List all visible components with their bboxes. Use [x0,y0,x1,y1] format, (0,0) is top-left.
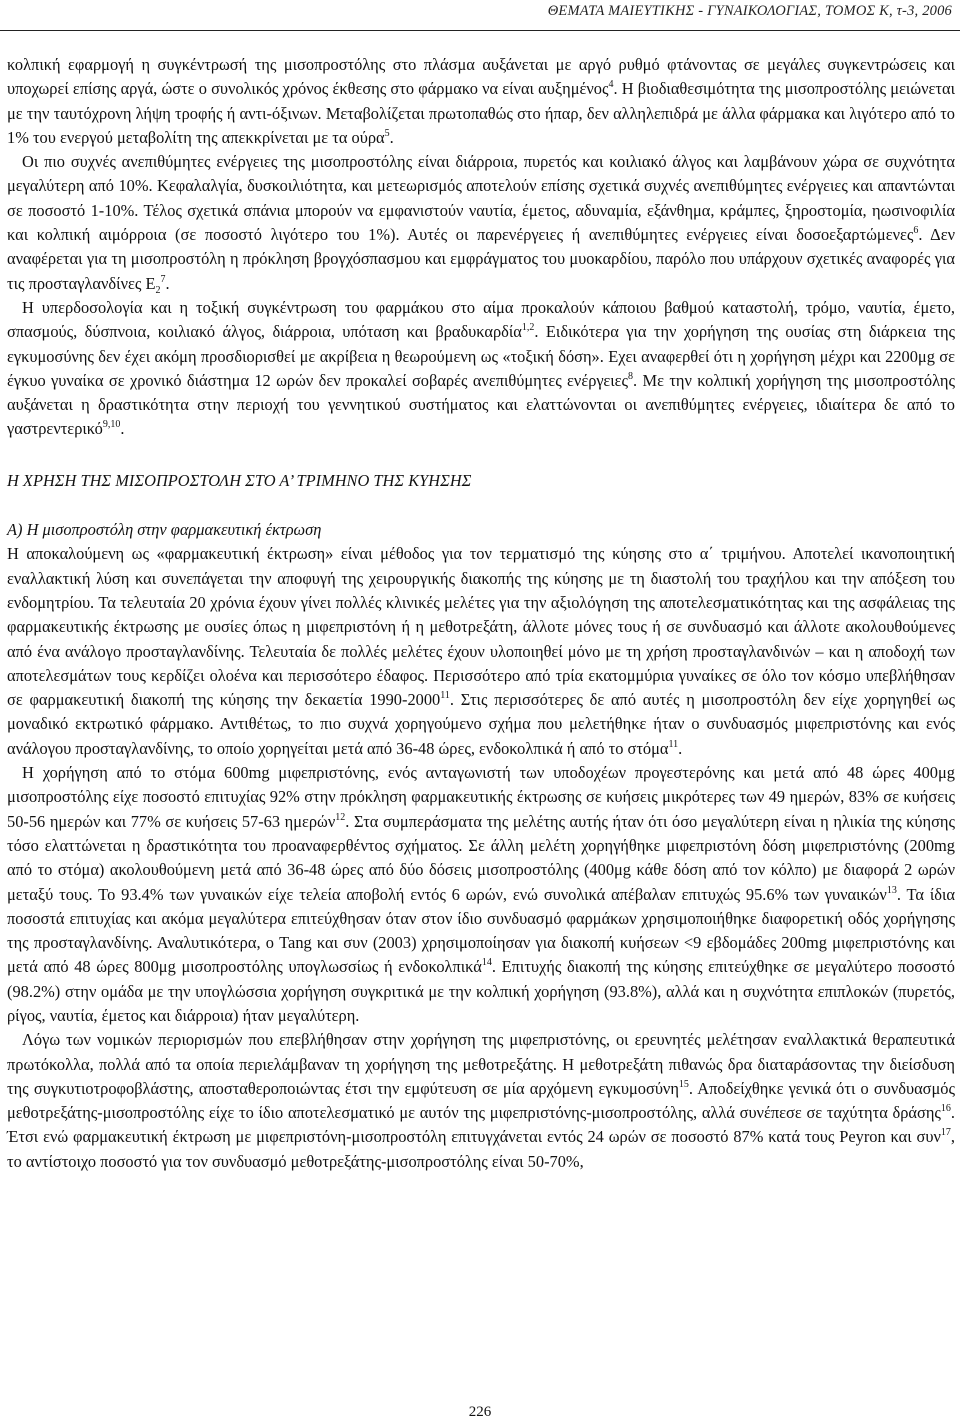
paragraph-methotrexate: Λόγω των νομικών περιορισμών που επεβλήθησαν στην χορήγηση της μιφεπριστόνης, οι ερευνητές μελέτησαν εναλλακτικά θεραπευτικά πρωτόκολλα, πολλά από τα οποία περιελάμβαναν τη χορήγηση της μεθοτρεξάτης. Η μεθοτρεξάτη πιθανώς δρα διαταράσοντας την διείσδυση της συγκυτιοτροφοβλάστης, αποσταθεροποιώντας έτσι την εμφύτευση σε μία αρχόμενη εγκυμοσύνη$^{15}$. Αποδείχθηκε γενικά ότι ο συνδυασμός μεθοτρεξάτης-μισοπροστόλης είχε το ίδιο αποτελεσματικό με αυτόν της μιφεπριστόνης-μισοπροστόλης, αλλά συνέπεσε σε ταχύτητα δράσης$^{16}$. Έτσι ενώ φαρμακευτική έκτρωση με μιφεπριστόνη-μισοπροστόλη επιτυγχάνεται εντός 24 ωρών σε ποσοστό 87% κατά τους Peyron και συν$^{17}$, το αντίστοιχο ποσοστό για τον συνδυασμό μεθοτρεξάτης-μισοπροστόλης είναι 50-70%, [7,1030,955,1171]
running-header-title: ΘΕΜΑΤΑ ΜΑΙΕΥΤΙΚΗΣ - ΓΥΝΑΙΚΟΛΟΓΙΑΣ, ΤΟΜΟΣ Κ, τ-3, 2006 [547,3,952,19]
header-rule [0,30,960,31]
subsection-title: Α) Η μισοπροστόλη στην φαρμακευτική έκτρωση [7,520,322,540]
reference-superscript: 1,2 [521,322,535,334]
reference-superscript: 8 [628,370,634,382]
paragraph-side-effects: Οι πιο συχνές ανεπιθύμητες ενέργειες της μισοπροστόλης είναι διάρροια, πυρετός και κοιλιακό άλγος και λαμβάνουν χώρα σε συχνότητα μεγαλύτερη από 10%. Κεφαλαλγία, δυσκοιλιότητα, και μετεωρισμός αποτελούν επίσης σχετικά συχνές ανεπιθύμητες ενέργειες και απαντώνται σε ποσοστό 1-10%. Τέλος σχετικά σπάνια μπορούν να εμφανιστούν ναυτία, έμετος, αδυναμία, εξάνθημα, κράμπες, ξηροστομία, ηωσινοφιλία και κολπική αιμόρροια (σε ποσοστό λιγότερο του 1%). Αυτές οι παρενέργειες ή ανεπιθύμητες ενέργειες είναι δοσοεξαρτώμενες$^6$. Δεν αναφέρεται για τη μισοπροστόλη η πρόκληση βρογχόσπασμου και εμφράγματος του μυοκαρδίου, παρόλο που υπάρχουν σχετικές αναφορές για τις προσταγλανδίνες $E_2^7$. [7,152,956,296]
paragraph-medical-abortion: Η αποκαλούμενη ως «φαρμακευτική έκτρωση» είναι μέθοδος για τον τερματισμό της κύησης στο α΄ τριμήνου. Αποτελεί ικανοποιητική εναλλακτική λύση και συνεπάγεται την αποφυγή της χειρουργικής διακοπής της κύησης με τη διαστολή του τραχήλου και την απόξεση του ενδομητρίου. Τα τελευταία 20 χρόνια έχουν γίνει πολλές κλινικές μελέτες για την αξιολόγηση της αποτελεσματικότητας και της ασφάλειας της φαρμακευτικής έκτρωσης με ουσίες όπως η μιφεπριστόνη ή η μεθοτρεξάτη, άλλοτε μόνες τους ή σε συνδυασμό και άλλοτε ακολουθούμενες από ένα ανάλογο προσταγλανδίνης. Τελευταία δε πολλές μελέτες έχουν υλοποιηθεί μόνο με τη χρήση προσταγλανδινών – και η αποδοχή των αποτελεσμάτων τους κερδίζει ολοένα και περισσότερο έδαφος. Περισσότερο από τρία εκατομμύρια γυναίκες σε όλο τον κόσμο υπεβλήθησαν σε φαρμακευτική διακοπή της κύησης την δεκαετία 1990-2000$^{11}$. Στις περισσότερες δε από αυτές η μισοπροστόλη δεν είχε χορηγηθεί ως μοναδικό εκτρωτικό φάρμακο. Αντιθέτως, το πιο συχνά χορηγούμενο σχήμα που μελετήθηκε ήταν ο συνδυασμός μιφεπριστόνης και ενός ανάλογου προσταγλανδίνης, το οποίο χορηγείται μετά από 36-48 ώρες, ενδοκολπικά ή από το στόμα$^{11}$. [7,544,956,758]
reference-superscript: 14 [481,957,492,969]
paragraph-pharmacokinetics: κολπική εφαρμογή η συγκέντρωσή της μισοπροστόλης στο πλάσμα αυξάνεται με αργό ρυθμό φτάνοντας σε μεγάλες συγκεντρώσεις και υποχωρεί επίσης αργά, ώστε ο συνολικός χρόνος έκθεσης στο φάρμακο να είναι αυξημένος$^4$. Η βιοδιαθεσιμότητα της μισοπροστόλης μειώνεται με την ταυτόχρονη λήψη τροφής ή αντι-όξινων. Μεταβολίζεται πρωτοπαθώς στο ήπαρ, δεν αλληλεπιδρά με άλλα φάρμακα και λιγότερο από το 1% του ενεργού μεταβολίτη της απεκκρίνεται με τα ούρα$^5$. [7,55,956,147]
reference-superscript: 5 [384,127,390,139]
section-title: Η ΧΡΗΣΗ ΤΗΣ ΜΙΣΟΠΡΟΣΤΟΛΗ ΣΤΟ Α’ ΤΡΙΜΗΝΟ ΤΗΣ ΚΥΗΣΗΣ [7,470,472,490]
body-text [7,53,955,1174]
reference-superscript: 12 [335,811,346,823]
reference-superscript: 15 [678,1078,689,1090]
reference-superscript: 13 [886,884,897,896]
reference-superscript: 11 [440,690,450,702]
reference-superscript: 17 [940,1127,951,1139]
paragraph-overdose: Η υπερδοσολογία και η τοξική συγκέντρωση του φαρμάκου στο αίμα προκαλούν κάποιου βαθμού καταστολή, τρόμο, ναυτία, έμετο, σπασμούς, δύσπνοια, κοιλιακό άλγος, διάρροια, υπόταση και βραδυκαρδία$^{1,2}$. Ειδικότερα για την χορήγηση της ουσίας στη διάρκεια της εγκυμοσύνης δεν έχει ακόμη προσδιορισθεί με ακρίβεια η θεωρούμενη ως «τοξική δόση». Εχει αναφερθεί ότι η χορήγηση μέχρι και 2200μg σε έγκυο γυναίκα σε χρονικό διάστημα 12 ωρών δεν προκαλεί σοβαρές ανεπιθύμητες ενέργειες$^8$. Με την κολπική χορήγηση της μισοπροστόλης αυξάνεται η δραστικότητα στην περιοχή του γεννητικού συστήματος και ελαττώνονται οι ανεπιθύμητες ενέργειες, ιδιαίτερα δε από το γαστρεντερικό$^{9,10}$. [7,297,956,439]
reference-superscript: 11 [668,738,679,750]
paragraph-mifepristone-studies: Η χορήγηση από το στόμα 600mg μιφεπριστόνης, ενός ανταγωνιστή των υποδοχέων προγεστερόνης και μετά από 48 ώρες 400μg μισοπροστόλης είχε ποσοστό επιτυχίας 92% στην πρόκληση φαρμακευτικής έκτρωσης σε κυήσεις μικρότερες των 49 ημερών, 83% σε κυήσεις 50-56 ημερών και 77% σε κυήσεις 57-63 ημερών$^{12}$. Στα συμπεράσματα της μελέτης αυτής ήταν ότι όσο μεγαλύτερη είναι η ηλικία της κύησης τόσο ελαττώνεται η δραστικότητα του προαναφερθέντος σχήματος. Σε άλλη μελέτη χορηγήθηκε μιφεπριστόνη δόση μιφεπριστόνης (200mg από το στόμα) ακολουθούμενη μετά από 36-48 ώρες από δύο δόσεις μισοπροστόλης (400μg κάθε δόση από τον κόλπο) με διαφορά 2 ωρών μεταξύ τους. Το 93.4% των γυναικών είχε τελεία αποβολή εντός 6 ωρών, ενώ συνολικά απέβαλαν επιτυχώς 95.6% των γυναικών$^{13}$. Τα ίδια ποσοστά επιτυχίας και ακόμα μεγαλύτερα επιτεύχθησαν όταν στον ίδιο συνδυασμό φαρμάκων χρησιμοποιήθηκε διαφορετική οδός χορήγησης της προσταγλανδίνης. Αναλυτικότερα, ο Tang και συν (2003) χρησιμοποίησαν για διακοπή κυήσεων <9 εβδομάδες 200mg μιφεπριστόνης και μετά από 48 ώρες 800μg μισοπροστόλης υπογλωσσίως ή ενδοκολπικά$^{14}$. Επιτυχής διακοπή της κύησης επιτεύχθηκε σε μεγαλύτερο ποσοστό (98.2%) στην ομάδα με την υπογλώσσια χορήγηση συγκριτικά με την κολπική χορήγηση (93.8%), αλλά και η συχνότητα επιπλοκών (πυρετός, ρίγος, ναυτία, έμετος και διάρροια) ήταν μεγαλύτερη. [7,763,955,1025]
reference-superscript: 6 [913,225,919,237]
reference-superscript: 16 [940,1103,951,1115]
reference-superscript: 7 [160,273,166,285]
subscript: 2 [155,284,161,296]
reference-superscript: 9,10 [102,419,121,431]
page-number: 226 [468,1404,492,1420]
reference-superscript: 4 [608,79,614,91]
